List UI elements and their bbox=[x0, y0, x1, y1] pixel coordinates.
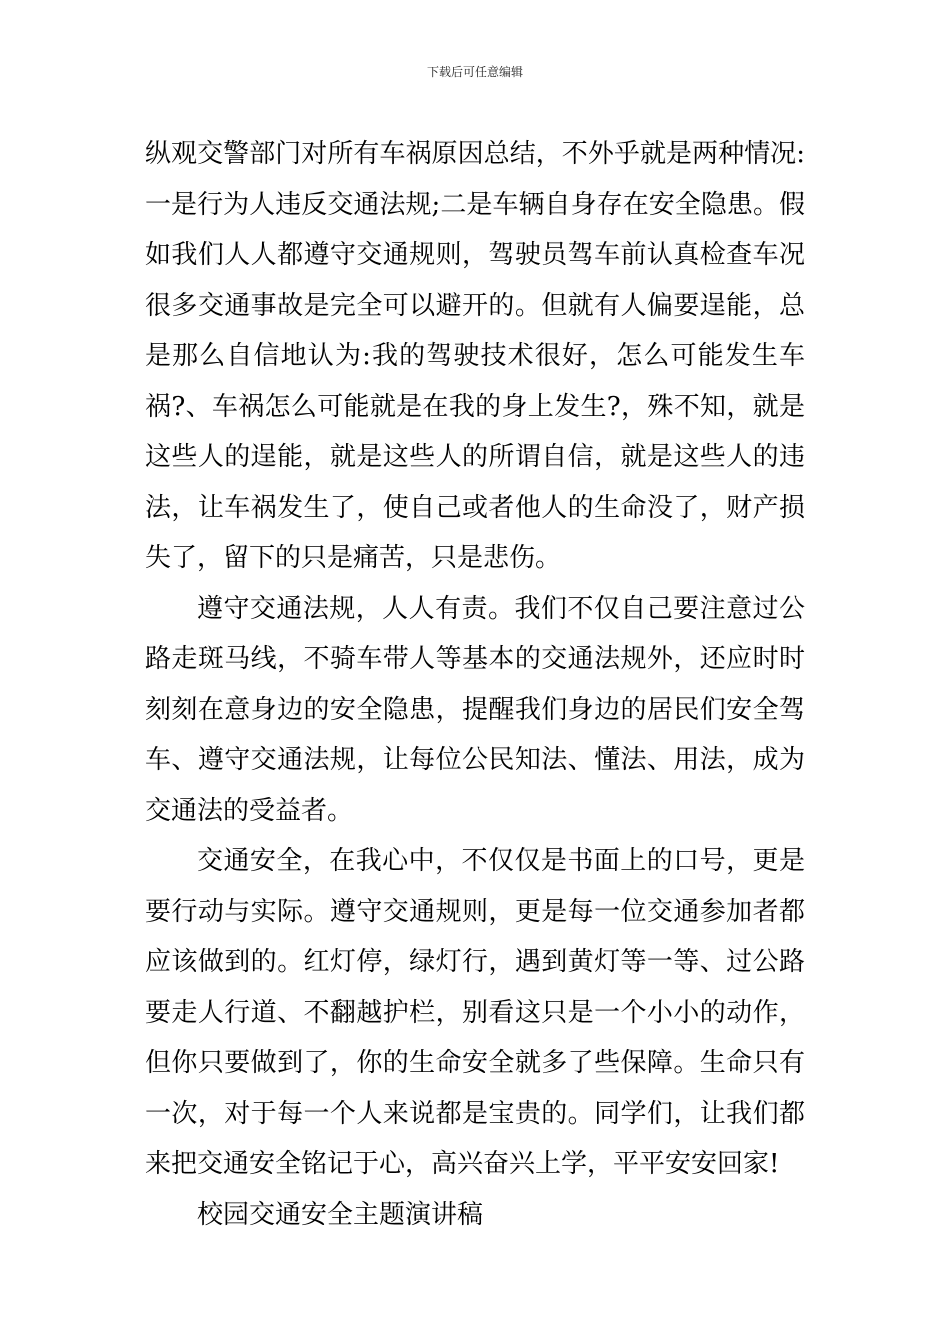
paragraph-3-line-6: 一次，对于每一个人来说都是宝贵的。同学们，让我们都 bbox=[145, 1098, 805, 1129]
paragraph-3-line-7: 来把交通安全铭记于心，高兴奋兴上学，平平安安回家! bbox=[145, 1149, 780, 1179]
paragraph-2-line-1: 遵守交通法规，人人有责。我们不仅自己要注意过公 bbox=[197, 593, 805, 624]
paragraph-2-line-3: 刻刻在意身边的安全隐患，提醒我们身边的居民们安全驾 bbox=[145, 694, 805, 725]
paragraph-3-line-3: 应该做到的。红灯停，绿灯行，遇到黄灯等一等、过公路 bbox=[145, 947, 805, 977]
paragraph-3-line-1: 交通安全，在我心中，不仅仅是书面上的口号，更是 bbox=[197, 846, 805, 876]
paragraph-1-line-1: 纵观交警部门对所有车祸原因总结，不外乎就是两种情况: bbox=[145, 139, 805, 169]
paragraph-1-line-8: 法，让车祸发生了，使自己或者他人的生命没了，财产损 bbox=[145, 492, 805, 523]
paragraph-3-line-4: 要走人行道、不翻越护栏，别看这只是一个小小的动作， bbox=[145, 997, 805, 1028]
paragraph-3-line-5: 但你只要做到了，你的生命安全就多了些保障。生命只有 bbox=[145, 1048, 805, 1078]
section-title: 校园交通安全主题演讲稿 bbox=[197, 1199, 484, 1230]
paragraph-2-line-4: 车、遵守交通法规，让每位公民知法、懂法、用法，成为 bbox=[145, 745, 805, 775]
paragraph-2-line-5: 交通法的受益者。 bbox=[145, 795, 354, 826]
paragraph-2-line-2: 路走斑马线，不骑车带人等基本的交通法规外，还应时时 bbox=[145, 644, 805, 674]
paragraph-1-line-7: 这些人的逞能，就是这些人的所谓自信，就是这些人的违 bbox=[145, 442, 805, 472]
paragraph-1-line-6: 祸?、车祸怎么可能就是在我的身上发生?，殊不知，就是 bbox=[145, 391, 805, 422]
paragraph-1-line-2: 一是行为人违反交通法规;二是车辆自身存在安全隐患。假 bbox=[145, 189, 805, 220]
paragraph-1-line-9: 失了，留下的只是痛苦，只是悲伤。 bbox=[145, 543, 562, 573]
paragraph-1-line-3: 如我们人人都遵守交通规则，驾驶员驾车前认真检查车况 bbox=[145, 240, 805, 270]
page-header: 下载后可任意编辑 bbox=[426, 65, 523, 79]
paragraph-3-line-2: 要行动与实际。遵守交通规则，更是每一位交通参加者都 bbox=[145, 896, 805, 927]
paragraph-1-line-4: 很多交通事故是完全可以避开的。但就有人偏要逞能，总 bbox=[145, 290, 805, 321]
paragraph-1-line-5: 是那么自信地认为:我的驾驶技术很好，怎么可能发生车 bbox=[145, 341, 805, 371]
document-body bbox=[145, 129, 805, 1240]
